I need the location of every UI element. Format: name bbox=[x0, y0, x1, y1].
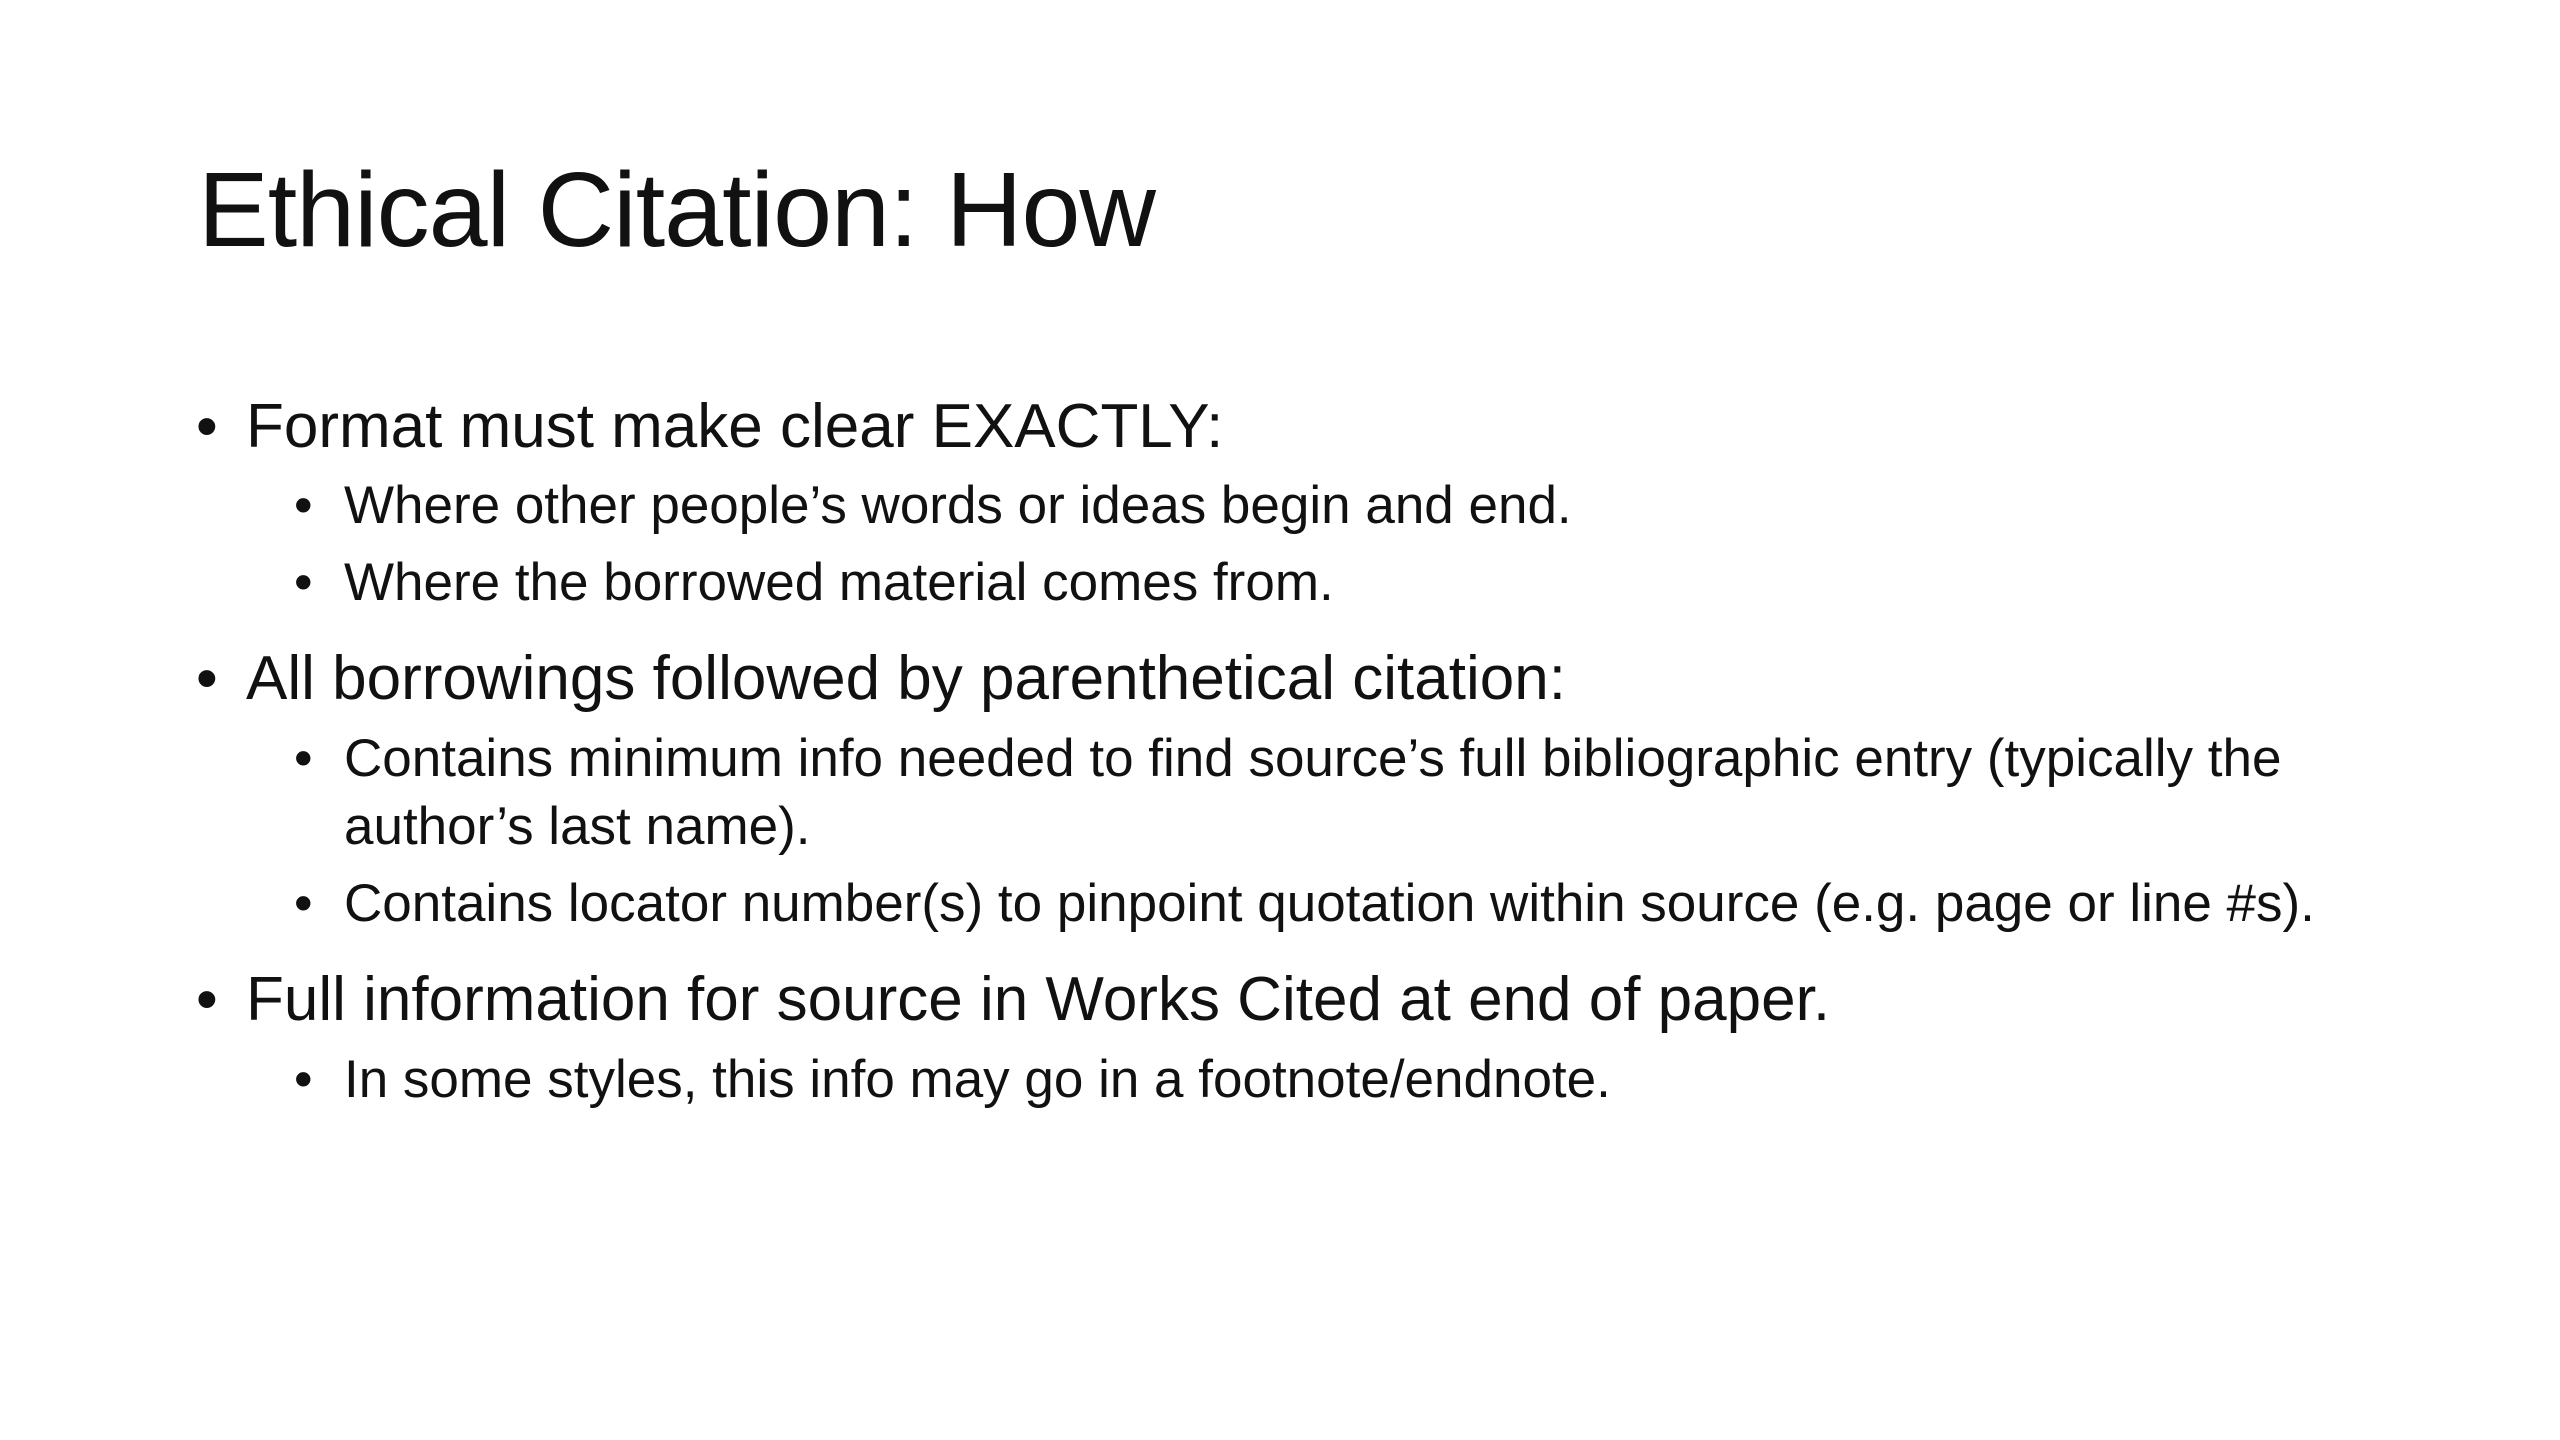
sub-bullet-point bbox=[0, 472, 2560, 541]
bullet-icon: • bbox=[294, 476, 313, 536]
sub-bullet-point bbox=[0, 725, 2560, 863]
sub-bullet-point bbox=[0, 870, 2560, 939]
bullet-text: Format must make clear EXACTLY: bbox=[246, 392, 1224, 461]
bullet-text: Full information for source in Works Cited at end of paper. bbox=[246, 965, 1831, 1035]
bullet-point-borrowings bbox=[0, 642, 2560, 716]
bullet-icon: • bbox=[196, 644, 218, 714]
bullet-icon: • bbox=[196, 965, 218, 1035]
sub-bullet-text: Where other people’s words or ideas begin and end. bbox=[344, 476, 1572, 536]
sub-bullet-point bbox=[0, 1046, 2560, 1115]
sub-bullet-text: Contains minimum info needed to find source’s full bibliographic entry (typically the author’s last name). bbox=[344, 728, 2282, 857]
bullet-text: All borrowings followed by parenthetical citation: bbox=[246, 644, 1566, 714]
bullet-icon: • bbox=[196, 392, 218, 461]
sub-bullet-text: Contains locator number(s) to pinpoint quotation within source (e.g. page or line #s). bbox=[344, 874, 2315, 934]
bullet-point-full-information bbox=[0, 963, 2560, 1037]
bullet-icon: • bbox=[294, 1049, 313, 1109]
bullet-icon: • bbox=[294, 874, 313, 934]
sub-bullet-point bbox=[0, 549, 2560, 618]
slide-title: Ethical Citation: How bbox=[198, 151, 1155, 269]
bullet-point-format bbox=[0, 390, 2560, 464]
sub-bullet-text: Where the borrowed material comes from. bbox=[344, 553, 1334, 613]
bullet-icon: • bbox=[294, 728, 313, 788]
bullet-list bbox=[0, 390, 2560, 1115]
bullet-icon: • bbox=[294, 553, 313, 613]
sub-bullet-text: In some styles, this info may go in a footnote/endnote. bbox=[344, 1049, 1611, 1109]
